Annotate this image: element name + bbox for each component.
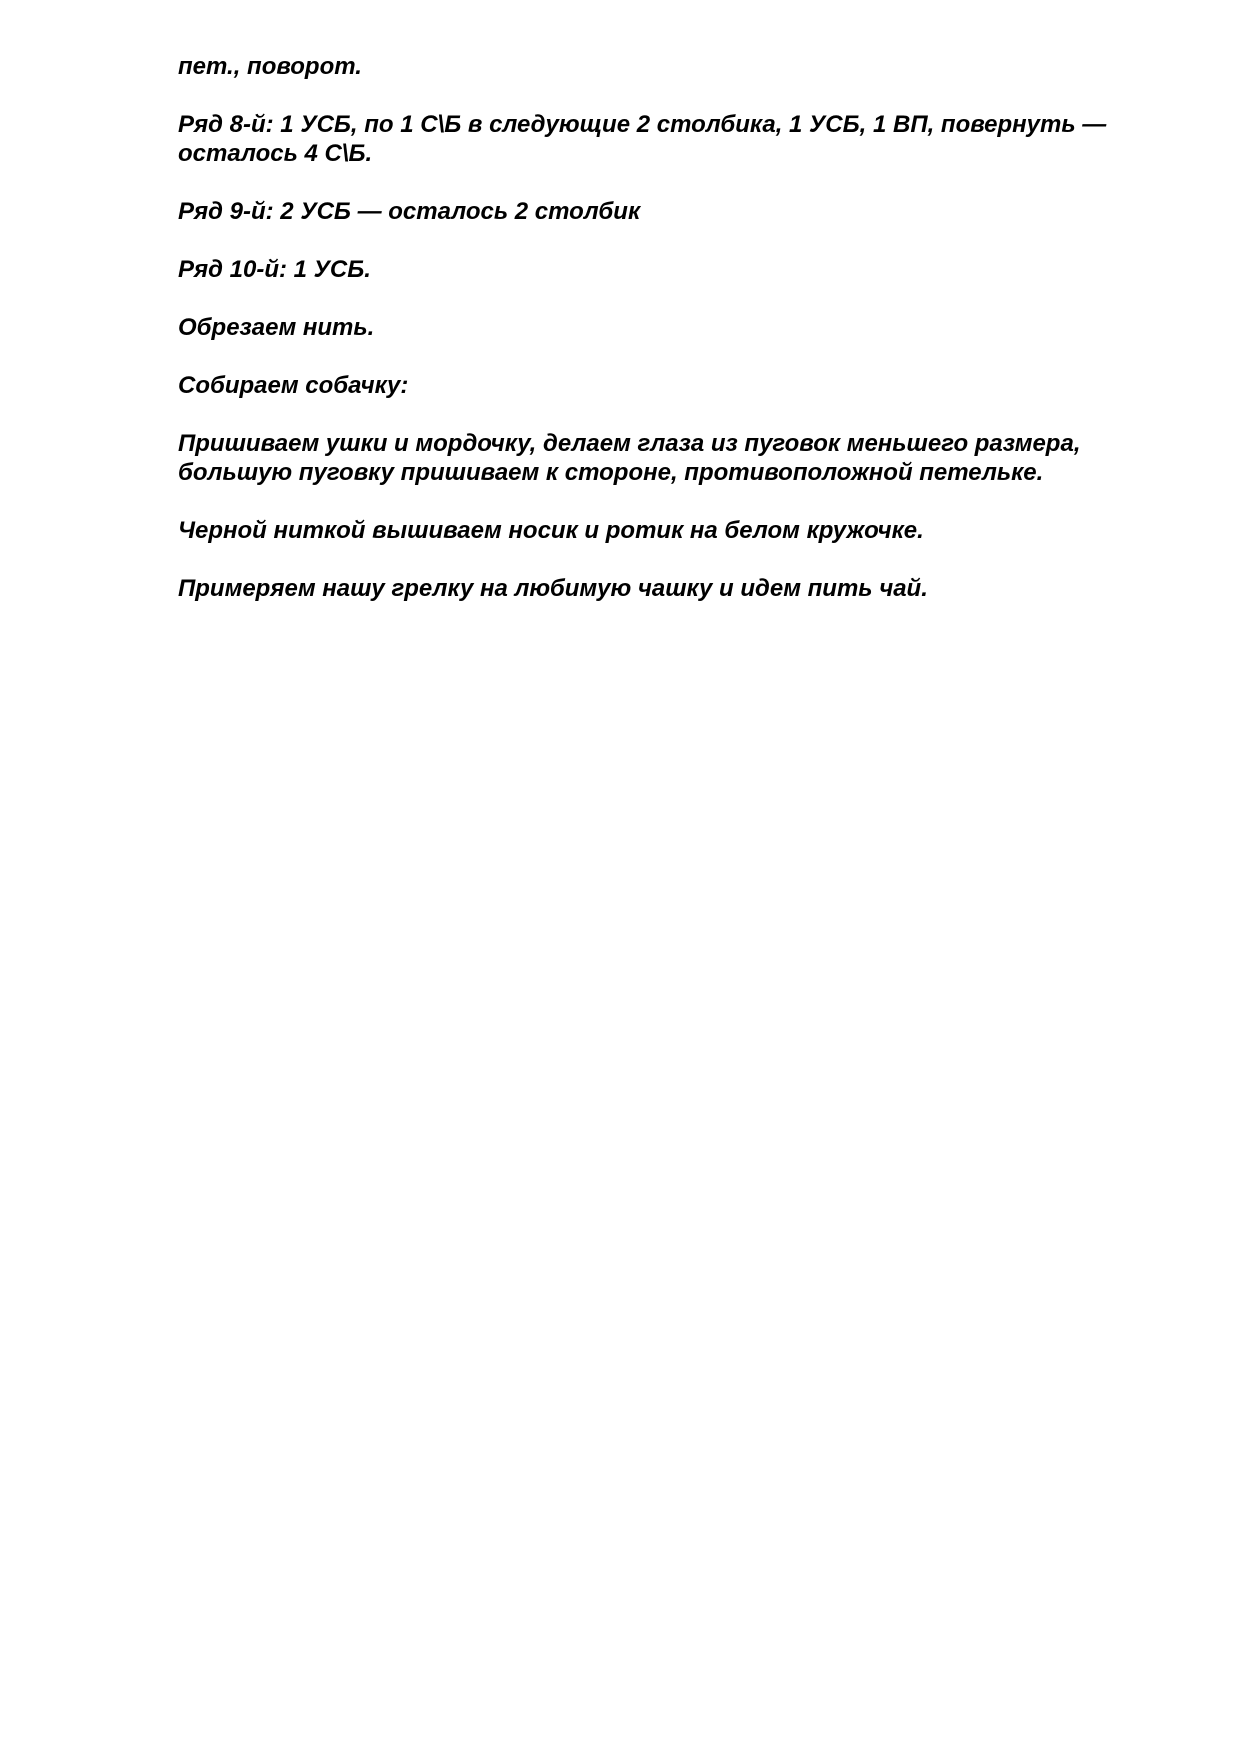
paragraph-assembly-heading: Собираем собачку: — [178, 372, 409, 399]
paragraph-row-9: Ряд 9-й: 2 УСБ — осталось 2 столбик — [178, 198, 641, 225]
document-body — [178, 52, 1168, 632]
paragraph-cut-thread: Обрезаем нить. — [178, 314, 375, 341]
paragraph-row-10: Ряд 10-й: 1 УСБ. — [178, 256, 371, 283]
paragraph-sew-parts: Пришиваем ушки и мордочку, делаем глаза из пуговок меньшего размера, большую пуговку пришиваем к стороне, противоположной петельке. — [178, 430, 1081, 486]
paragraph-row-8: Ряд 8-й: 1 УСБ, по 1 С\Б в следующие 2 столбика, 1 УСБ, 1 ВП, повернуть — осталось 4 С\Б. — [178, 111, 1107, 167]
paragraph-final: Примеряем нашу грелку на любимую чашку и идем пить чай. — [178, 575, 928, 602]
paragraph-continuation: пет., поворот. — [178, 53, 362, 80]
paragraph-embroider-face: Черной ниткой вышиваем носик и ротик на белом кружочке. — [178, 517, 924, 544]
